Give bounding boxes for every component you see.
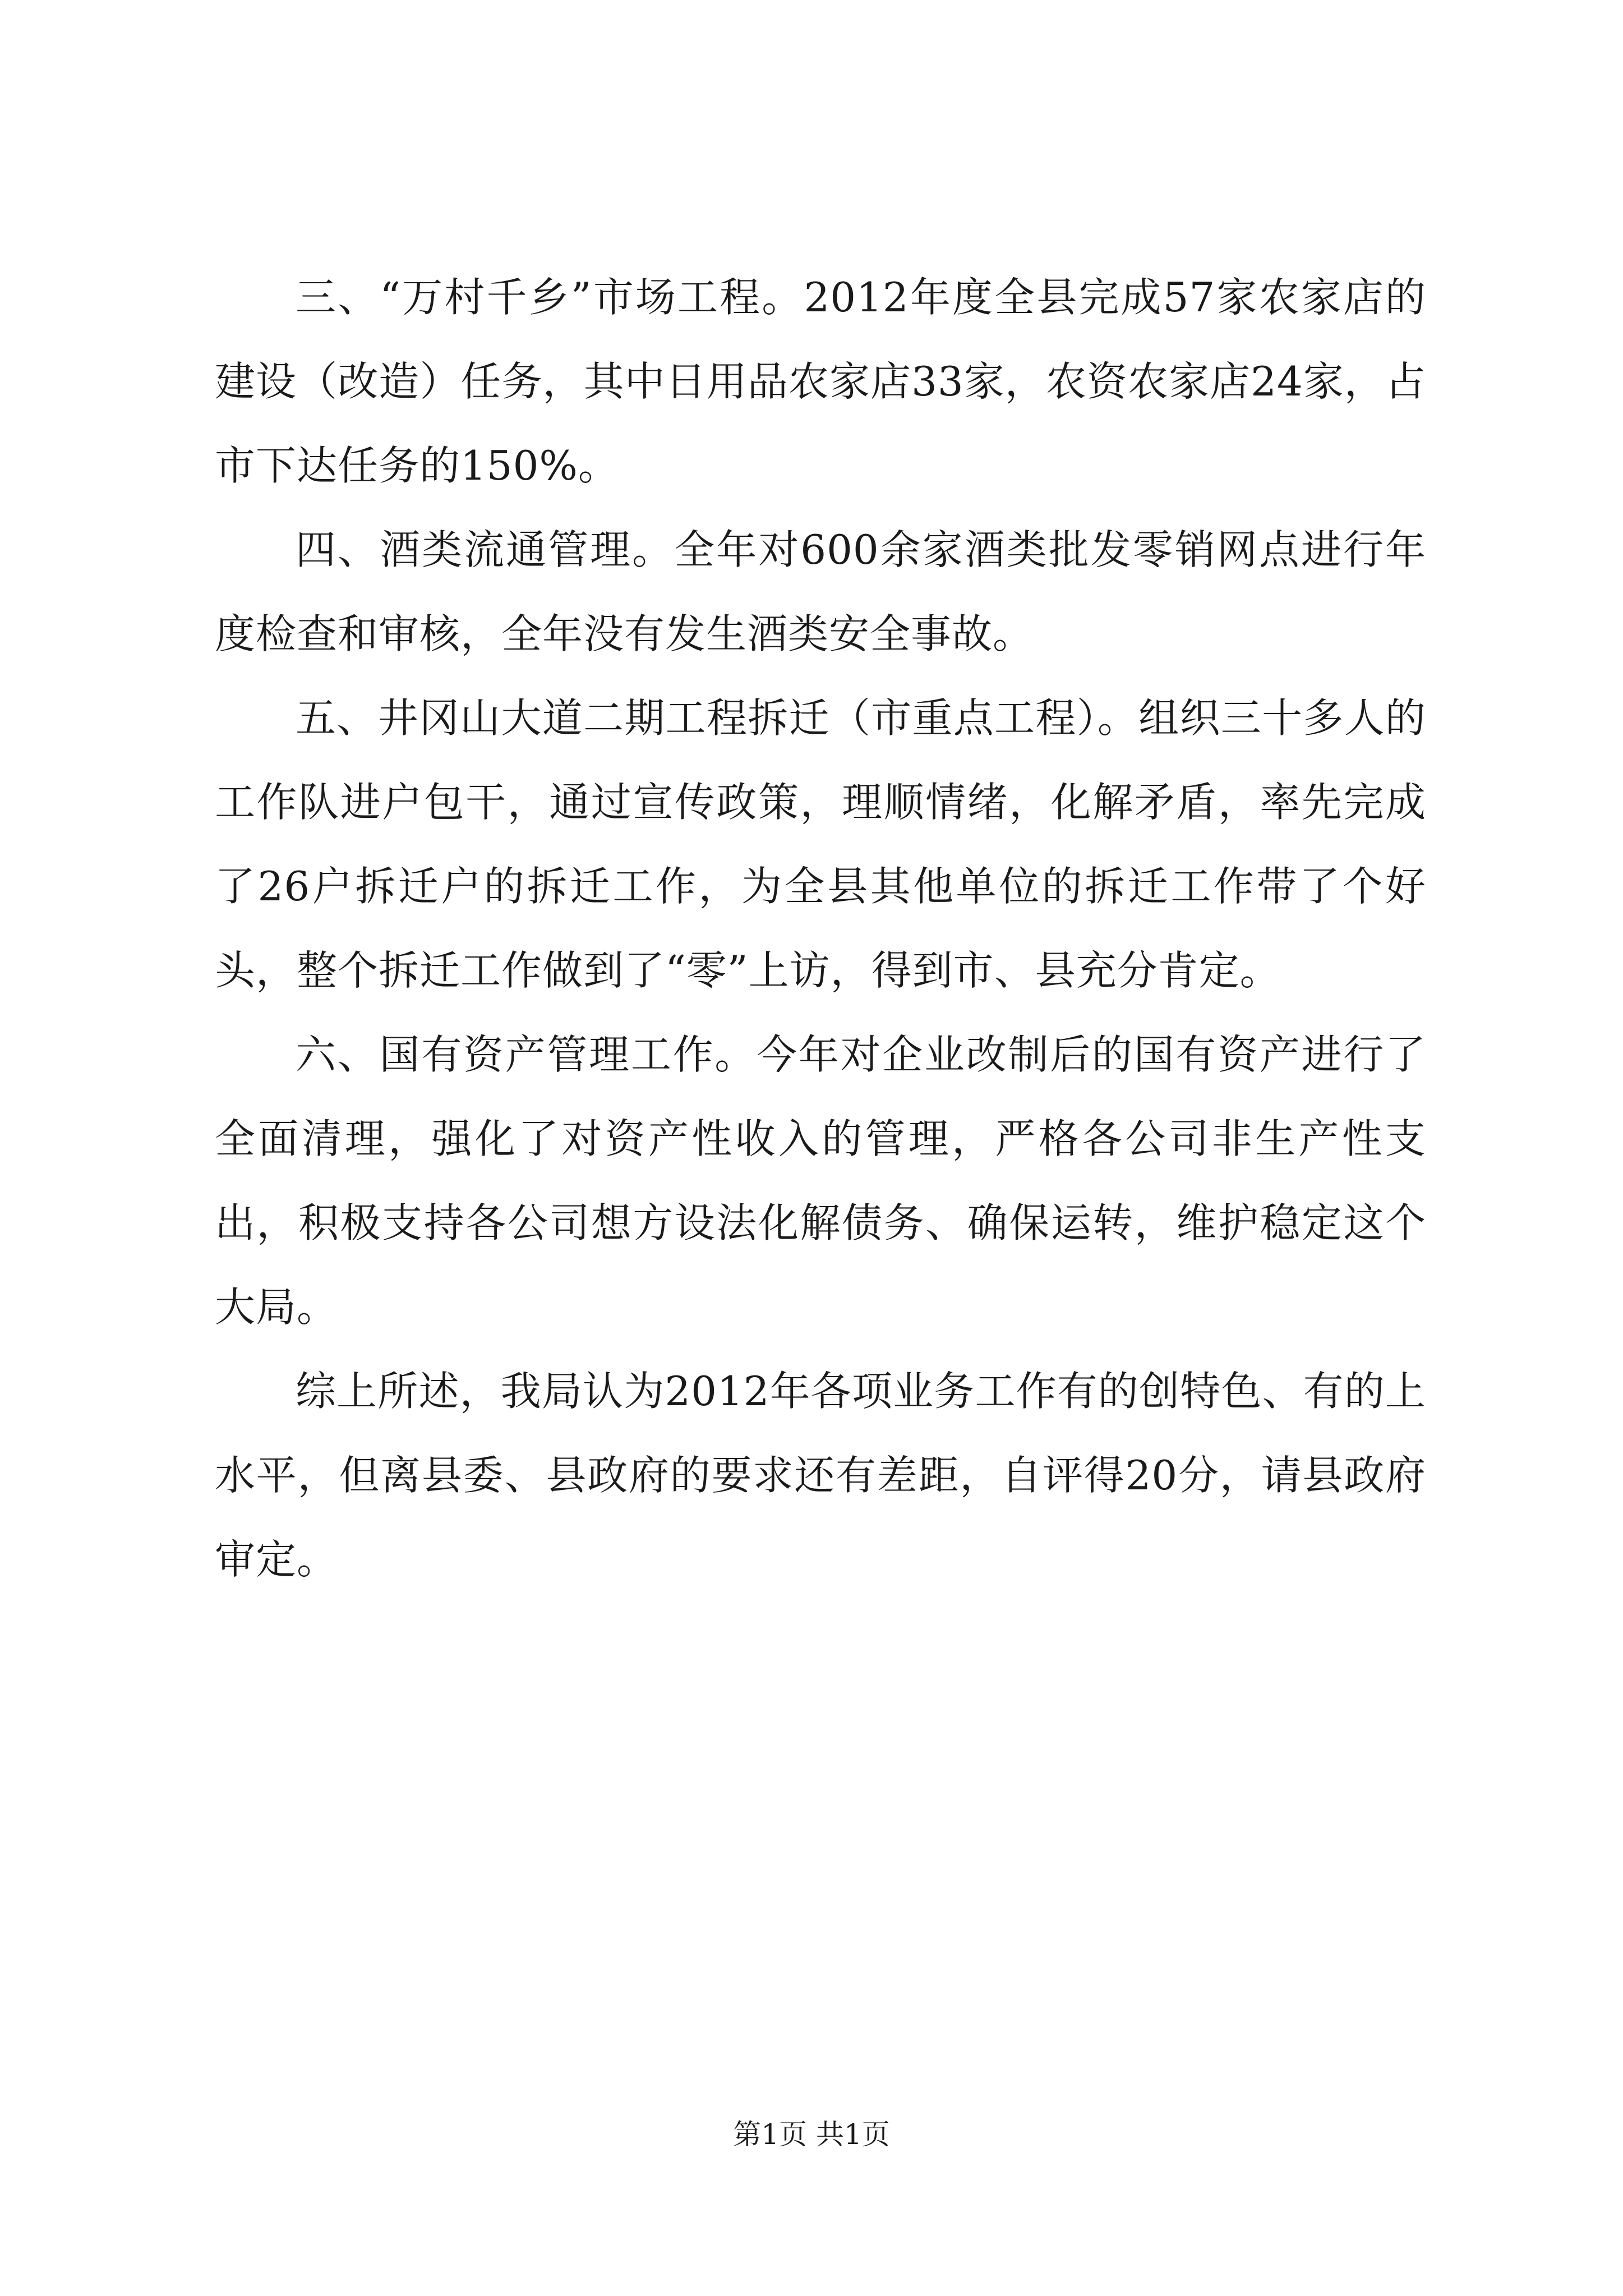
paragraph-liquor-management: 四、酒类流通管理。全年对600余家酒类批发零销网点进行年度检查和审核，全年没有发生酒类安全事故。	[215, 526, 1426, 657]
paragraph-market-project: 三、“万村千乡”市场工程。2012年度全县完成57家农家店的建设（改造）任务，其中日用品农家店33家，农资农家店24家，占市下达任务的150%。	[215, 274, 1426, 489]
paragraph-summary: 综上所述，我局认为2012年各项业务工作有的创特色、有的上水平，但离县委、县政府的要求还有差距，自评得20分，请县政府审定。	[215, 1368, 1426, 1583]
document-body	[215, 255, 1426, 1602]
page-number: 第1页 共1页	[733, 2118, 890, 2151]
paragraph-state-assets: 六、国有资产管理工作。今年对企业改制后的国有资产进行了全面清理，强化了对资产性收入的管理，严格各公司非生产性支出，积极支持各公司想方设法化解债务、确保运转，维护稳定这个大局。	[215, 1031, 1426, 1331]
paragraph-demolition-project: 五、井冈山大道二期工程拆迁（市重点工程）。组织三十多人的工作队进户包干，通过宣传政策，理顺情绪，化解矛盾，率先完成了26户拆迁户的拆迁工作，为全县其他单位的拆迁工作带了个好头，整个拆迁工作做到了“零”上访，得到市、县充分肯定。	[215, 694, 1426, 994]
